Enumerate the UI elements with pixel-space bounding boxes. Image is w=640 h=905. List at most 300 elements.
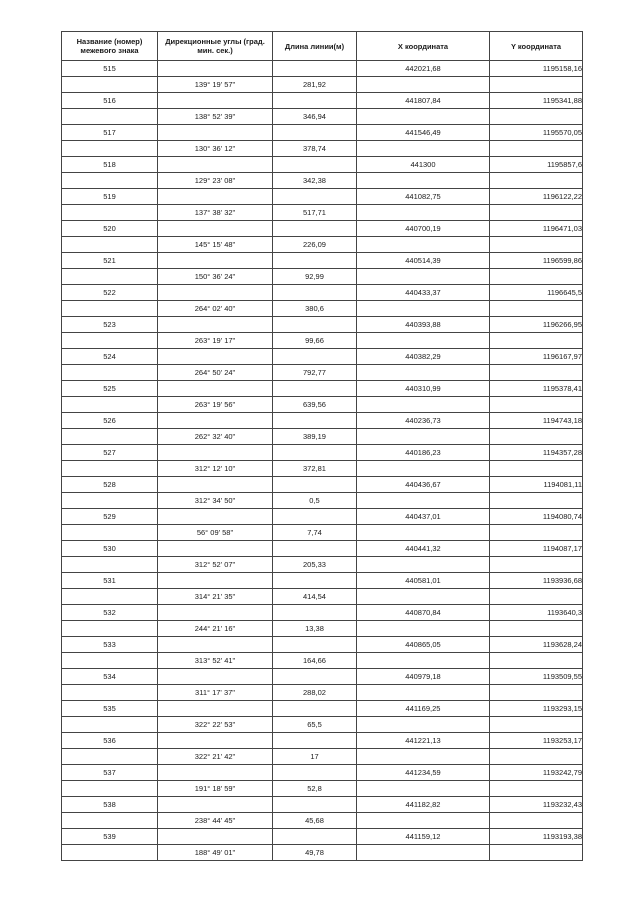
- point-row: [62, 733, 583, 749]
- point-row: [62, 445, 583, 461]
- empty-cell: [158, 637, 273, 653]
- empty-cell: [62, 717, 158, 733]
- y-coordinate: 1193242,79: [490, 765, 583, 781]
- empty-cell: [158, 381, 273, 397]
- point-row: [62, 189, 583, 205]
- empty-cell: [273, 669, 357, 685]
- empty-cell: [273, 701, 357, 717]
- empty-cell: [62, 397, 158, 413]
- y-coordinate: 1196122,22: [490, 189, 583, 205]
- empty-cell: [273, 285, 357, 301]
- point-row: [62, 413, 583, 429]
- empty-cell: [490, 493, 583, 509]
- empty-cell: [62, 493, 158, 509]
- empty-cell: [273, 157, 357, 173]
- y-coordinate: 1196266,95: [490, 317, 583, 333]
- point-name: 525: [62, 381, 158, 397]
- point-name: 533: [62, 637, 158, 653]
- point-row: [62, 701, 583, 717]
- header-length: Длина линии(м): [273, 32, 357, 61]
- table-header-row: [62, 32, 583, 61]
- empty-cell: [357, 717, 490, 733]
- segment-row: [62, 141, 583, 157]
- empty-cell: [490, 461, 583, 477]
- point-row: [62, 381, 583, 397]
- segment-row: [62, 301, 583, 317]
- empty-cell: [490, 717, 583, 733]
- segment-row: [62, 397, 583, 413]
- direction-angle: 312° 34' 50": [158, 493, 273, 509]
- direction-angle: 314° 21' 35": [158, 589, 273, 605]
- empty-cell: [357, 557, 490, 573]
- point-name: 521: [62, 253, 158, 269]
- x-coordinate: 440441,32: [357, 541, 490, 557]
- y-coordinate: 1196645,5: [490, 285, 583, 301]
- empty-cell: [62, 525, 158, 541]
- empty-cell: [273, 509, 357, 525]
- table-body: [62, 61, 583, 861]
- empty-cell: [273, 733, 357, 749]
- empty-cell: [158, 189, 273, 205]
- point-row: [62, 637, 583, 653]
- direction-angle: 312° 12' 10": [158, 461, 273, 477]
- direction-angle: 191° 18' 59": [158, 781, 273, 797]
- empty-cell: [62, 557, 158, 573]
- empty-cell: [158, 125, 273, 141]
- empty-cell: [158, 221, 273, 237]
- point-name: 535: [62, 701, 158, 717]
- direction-angle: 262° 32' 40": [158, 429, 273, 445]
- empty-cell: [490, 173, 583, 189]
- segment-row: [62, 653, 583, 669]
- point-row: [62, 605, 583, 621]
- point-name: 518: [62, 157, 158, 173]
- line-length: 49,78: [273, 845, 357, 861]
- line-length: 378,74: [273, 141, 357, 157]
- empty-cell: [62, 173, 158, 189]
- line-length: 792,77: [273, 365, 357, 381]
- x-coordinate: 442021,68: [357, 61, 490, 77]
- empty-cell: [273, 125, 357, 141]
- x-coordinate: 440393,88: [357, 317, 490, 333]
- y-coordinate: 1196471,03: [490, 221, 583, 237]
- direction-angle: 238° 44' 45": [158, 813, 273, 829]
- direction-angle: 313° 52' 41": [158, 653, 273, 669]
- point-name: 529: [62, 509, 158, 525]
- point-row: [62, 317, 583, 333]
- line-length: 7,74: [273, 525, 357, 541]
- line-length: 389,19: [273, 429, 357, 445]
- empty-cell: [357, 333, 490, 349]
- point-row: [62, 221, 583, 237]
- empty-cell: [273, 477, 357, 493]
- direction-angle: 56° 09' 58": [158, 525, 273, 541]
- empty-cell: [357, 365, 490, 381]
- empty-cell: [273, 253, 357, 269]
- line-length: 164,66: [273, 653, 357, 669]
- point-name: 538: [62, 797, 158, 813]
- segment-row: [62, 461, 583, 477]
- x-coordinate: 441234,59: [357, 765, 490, 781]
- empty-cell: [273, 541, 357, 557]
- point-name: 539: [62, 829, 158, 845]
- y-coordinate: 1194087,17: [490, 541, 583, 557]
- empty-cell: [158, 829, 273, 845]
- empty-cell: [62, 813, 158, 829]
- empty-cell: [158, 541, 273, 557]
- segment-row: [62, 77, 583, 93]
- direction-angle: 188° 49' 01": [158, 845, 273, 861]
- empty-cell: [62, 333, 158, 349]
- point-name: 531: [62, 573, 158, 589]
- point-row: [62, 253, 583, 269]
- line-length: 17: [273, 749, 357, 765]
- line-length: 52,8: [273, 781, 357, 797]
- header-angle: Дирекционные углы (град. мин. сек.): [158, 32, 273, 61]
- empty-cell: [490, 621, 583, 637]
- empty-cell: [158, 797, 273, 813]
- empty-cell: [490, 365, 583, 381]
- empty-cell: [62, 461, 158, 477]
- point-name: 522: [62, 285, 158, 301]
- point-name: 527: [62, 445, 158, 461]
- empty-cell: [357, 653, 490, 669]
- line-length: 639,56: [273, 397, 357, 413]
- empty-cell: [490, 749, 583, 765]
- segment-row: [62, 525, 583, 541]
- y-coordinate: 1193509,55: [490, 669, 583, 685]
- empty-cell: [357, 301, 490, 317]
- segment-row: [62, 365, 583, 381]
- empty-cell: [62, 845, 158, 861]
- point-name: 526: [62, 413, 158, 429]
- empty-cell: [62, 365, 158, 381]
- segment-row: [62, 749, 583, 765]
- empty-cell: [357, 525, 490, 541]
- segment-row: [62, 621, 583, 637]
- point-name: 523: [62, 317, 158, 333]
- empty-cell: [273, 93, 357, 109]
- direction-angle: 129° 23' 08": [158, 173, 273, 189]
- line-length: 0,5: [273, 493, 357, 509]
- segment-row: [62, 557, 583, 573]
- empty-cell: [62, 429, 158, 445]
- x-coordinate: 441221,13: [357, 733, 490, 749]
- empty-cell: [158, 669, 273, 685]
- line-length: 288,02: [273, 685, 357, 701]
- point-row: [62, 541, 583, 557]
- empty-cell: [273, 413, 357, 429]
- empty-cell: [62, 749, 158, 765]
- header-x: X координата: [357, 32, 490, 61]
- direction-angle: 264° 02' 40": [158, 301, 273, 317]
- direction-angle: 263° 19' 17": [158, 333, 273, 349]
- empty-cell: [490, 141, 583, 157]
- direction-angle: 145° 15' 48": [158, 237, 273, 253]
- y-coordinate: 1194081,11: [490, 477, 583, 493]
- empty-cell: [158, 93, 273, 109]
- segment-row: [62, 269, 583, 285]
- empty-cell: [273, 61, 357, 77]
- point-name: 515: [62, 61, 158, 77]
- empty-cell: [158, 445, 273, 461]
- header-y: Y координата: [490, 32, 583, 61]
- empty-cell: [490, 845, 583, 861]
- x-coordinate: 441300: [357, 157, 490, 173]
- direction-angle: 263° 19' 56": [158, 397, 273, 413]
- empty-cell: [273, 381, 357, 397]
- empty-cell: [357, 781, 490, 797]
- line-length: 517,71: [273, 205, 357, 221]
- empty-cell: [490, 237, 583, 253]
- point-row: [62, 573, 583, 589]
- empty-cell: [490, 109, 583, 125]
- empty-cell: [357, 621, 490, 637]
- empty-cell: [273, 765, 357, 781]
- direction-angle: 150° 36' 24": [158, 269, 273, 285]
- empty-cell: [490, 525, 583, 541]
- empty-cell: [273, 797, 357, 813]
- direction-angle: 137° 38' 32": [158, 205, 273, 221]
- point-name: 517: [62, 125, 158, 141]
- segment-row: [62, 205, 583, 221]
- segment-row: [62, 237, 583, 253]
- segment-row: [62, 685, 583, 701]
- empty-cell: [357, 109, 490, 125]
- empty-cell: [158, 285, 273, 301]
- empty-cell: [357, 77, 490, 93]
- x-coordinate: 440186,23: [357, 445, 490, 461]
- segment-row: [62, 781, 583, 797]
- point-row: [62, 349, 583, 365]
- x-coordinate: 440382,29: [357, 349, 490, 365]
- y-coordinate: 1195570,05: [490, 125, 583, 141]
- line-length: 205,33: [273, 557, 357, 573]
- direction-angle: 130° 36' 12": [158, 141, 273, 157]
- line-length: 13,38: [273, 621, 357, 637]
- point-name: 532: [62, 605, 158, 621]
- empty-cell: [62, 269, 158, 285]
- empty-cell: [357, 813, 490, 829]
- y-coordinate: 1195857,6: [490, 157, 583, 173]
- x-coordinate: 440310,99: [357, 381, 490, 397]
- empty-cell: [357, 141, 490, 157]
- empty-cell: [273, 317, 357, 333]
- empty-cell: [158, 765, 273, 781]
- line-length: 346,94: [273, 109, 357, 125]
- y-coordinate: 1193253,17: [490, 733, 583, 749]
- point-row: [62, 509, 583, 525]
- boundary-coordinates-table: [61, 31, 583, 861]
- direction-angle: 311° 17' 37": [158, 685, 273, 701]
- empty-cell: [62, 141, 158, 157]
- segment-row: [62, 333, 583, 349]
- empty-cell: [62, 781, 158, 797]
- empty-cell: [273, 605, 357, 621]
- empty-cell: [158, 61, 273, 77]
- point-row: [62, 765, 583, 781]
- empty-cell: [490, 77, 583, 93]
- point-row: [62, 125, 583, 141]
- y-coordinate: 1196599,86: [490, 253, 583, 269]
- x-coordinate: 441807,84: [357, 93, 490, 109]
- empty-cell: [490, 813, 583, 829]
- x-coordinate: 441082,75: [357, 189, 490, 205]
- direction-angle: 139° 19' 57": [158, 77, 273, 93]
- empty-cell: [490, 397, 583, 413]
- empty-cell: [158, 349, 273, 365]
- line-length: 380,6: [273, 301, 357, 317]
- empty-cell: [158, 605, 273, 621]
- y-coordinate: 1193640,3: [490, 605, 583, 621]
- y-coordinate: 1194357,28: [490, 445, 583, 461]
- x-coordinate: 440870,84: [357, 605, 490, 621]
- empty-cell: [62, 621, 158, 637]
- empty-cell: [490, 429, 583, 445]
- empty-cell: [490, 653, 583, 669]
- x-coordinate: 440865,05: [357, 637, 490, 653]
- y-coordinate: 1193293,15: [490, 701, 583, 717]
- empty-cell: [158, 157, 273, 173]
- y-coordinate: 1193628,24: [490, 637, 583, 653]
- point-row: [62, 61, 583, 77]
- direction-angle: 312° 52' 07": [158, 557, 273, 573]
- point-row: [62, 285, 583, 301]
- empty-cell: [357, 685, 490, 701]
- empty-cell: [273, 189, 357, 205]
- point-name: 537: [62, 765, 158, 781]
- empty-cell: [357, 461, 490, 477]
- line-length: 92,99: [273, 269, 357, 285]
- point-name: 534: [62, 669, 158, 685]
- empty-cell: [62, 205, 158, 221]
- empty-cell: [62, 77, 158, 93]
- empty-cell: [490, 781, 583, 797]
- line-length: 414,54: [273, 589, 357, 605]
- empty-cell: [158, 317, 273, 333]
- segment-row: [62, 589, 583, 605]
- empty-cell: [357, 237, 490, 253]
- line-length: 65,5: [273, 717, 357, 733]
- empty-cell: [62, 301, 158, 317]
- segment-row: [62, 717, 583, 733]
- segment-row: [62, 845, 583, 861]
- point-name: 520: [62, 221, 158, 237]
- empty-cell: [158, 733, 273, 749]
- empty-cell: [273, 349, 357, 365]
- empty-cell: [62, 237, 158, 253]
- point-row: [62, 797, 583, 813]
- direction-angle: 138° 52' 39": [158, 109, 273, 125]
- x-coordinate: 441169,25: [357, 701, 490, 717]
- segment-row: [62, 429, 583, 445]
- direction-angle: 244° 21' 16": [158, 621, 273, 637]
- line-length: 99,66: [273, 333, 357, 349]
- x-coordinate: 441182,82: [357, 797, 490, 813]
- empty-cell: [158, 701, 273, 717]
- empty-cell: [490, 589, 583, 605]
- y-coordinate: 1196167,97: [490, 349, 583, 365]
- point-row: [62, 669, 583, 685]
- empty-cell: [273, 573, 357, 589]
- empty-cell: [158, 477, 273, 493]
- x-coordinate: 440700,19: [357, 221, 490, 237]
- line-length: 45,68: [273, 813, 357, 829]
- empty-cell: [273, 221, 357, 237]
- y-coordinate: 1195378,41: [490, 381, 583, 397]
- y-coordinate: 1194080,74: [490, 509, 583, 525]
- point-row: [62, 477, 583, 493]
- empty-cell: [357, 205, 490, 221]
- y-coordinate: 1193232,43: [490, 797, 583, 813]
- header-name: Название (номер) межевого знака: [62, 32, 158, 61]
- point-row: [62, 829, 583, 845]
- line-length: 372,81: [273, 461, 357, 477]
- y-coordinate: 1193936,68: [490, 573, 583, 589]
- point-name: 516: [62, 93, 158, 109]
- empty-cell: [490, 301, 583, 317]
- x-coordinate: 440437,01: [357, 509, 490, 525]
- x-coordinate: 440581,01: [357, 573, 490, 589]
- segment-row: [62, 493, 583, 509]
- x-coordinate: 441546,49: [357, 125, 490, 141]
- empty-cell: [273, 445, 357, 461]
- empty-cell: [357, 493, 490, 509]
- direction-angle: 322° 21' 42": [158, 749, 273, 765]
- line-length: 226,09: [273, 237, 357, 253]
- empty-cell: [357, 429, 490, 445]
- point-name: 519: [62, 189, 158, 205]
- empty-cell: [357, 269, 490, 285]
- x-coordinate: 440514,39: [357, 253, 490, 269]
- direction-angle: 322° 22' 53": [158, 717, 273, 733]
- x-coordinate: 441159,12: [357, 829, 490, 845]
- empty-cell: [490, 205, 583, 221]
- empty-cell: [62, 653, 158, 669]
- line-length: 342,38: [273, 173, 357, 189]
- empty-cell: [62, 589, 158, 605]
- empty-cell: [62, 685, 158, 701]
- x-coordinate: 440236,73: [357, 413, 490, 429]
- empty-cell: [158, 413, 273, 429]
- empty-cell: [490, 333, 583, 349]
- y-coordinate: 1194743,18: [490, 413, 583, 429]
- y-coordinate: 1195158,16: [490, 61, 583, 77]
- empty-cell: [158, 253, 273, 269]
- point-name: 530: [62, 541, 158, 557]
- empty-cell: [158, 509, 273, 525]
- point-name: 524: [62, 349, 158, 365]
- empty-cell: [158, 573, 273, 589]
- point-row: [62, 157, 583, 173]
- empty-cell: [490, 269, 583, 285]
- empty-cell: [490, 685, 583, 701]
- empty-cell: [357, 749, 490, 765]
- y-coordinate: 1193193,38: [490, 829, 583, 845]
- x-coordinate: 440436,67: [357, 477, 490, 493]
- point-name: 528: [62, 477, 158, 493]
- empty-cell: [357, 845, 490, 861]
- line-length: 281,92: [273, 77, 357, 93]
- point-name: 536: [62, 733, 158, 749]
- empty-cell: [273, 637, 357, 653]
- direction-angle: 264° 50' 24": [158, 365, 273, 381]
- segment-row: [62, 109, 583, 125]
- empty-cell: [62, 109, 158, 125]
- empty-cell: [273, 829, 357, 845]
- x-coordinate: 440433,37: [357, 285, 490, 301]
- empty-cell: [357, 589, 490, 605]
